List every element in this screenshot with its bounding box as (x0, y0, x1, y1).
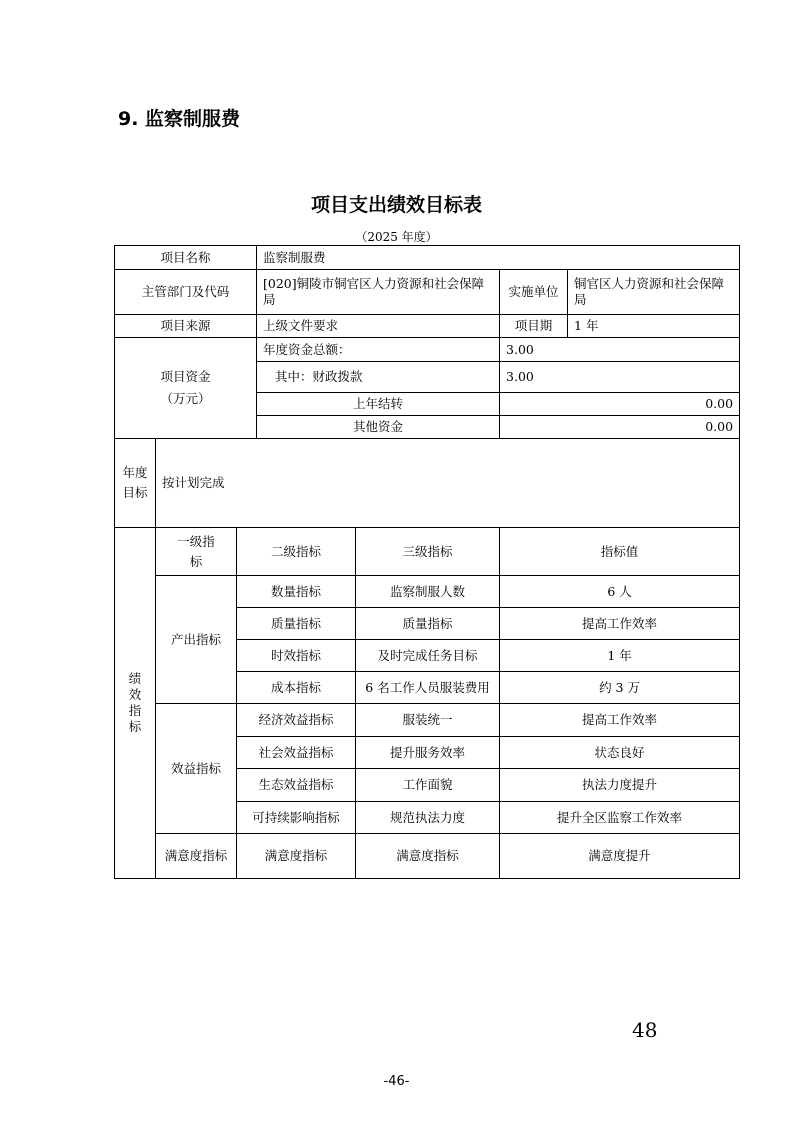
table-row (115, 576, 740, 608)
satisfaction-level1: 满意度指标 (156, 834, 237, 879)
benefit-level3: 服装统一 (356, 704, 500, 737)
output-value: 约 3 万 (500, 672, 740, 704)
annual-goal-value: 按计划完成 (156, 439, 740, 528)
period-value: 1 年 (568, 315, 740, 338)
source-value: 上级文件要求 (257, 315, 500, 338)
output-group-label: 产出指标 (156, 576, 237, 704)
benefit-level3: 提升服务效率 (356, 737, 500, 769)
project-name-value: 监察制服费 (257, 246, 740, 270)
benefit-level3: 规范执法力度 (356, 802, 500, 834)
table-title: 项目支出绩效目标表 (310, 194, 482, 216)
benefit-level2: 经济效益指标 (237, 704, 356, 737)
output-level3: 及时完成任务目标 (356, 640, 500, 672)
indicators-label: 绩效指标 (115, 528, 156, 879)
row-annual-goal (115, 439, 740, 528)
satisfaction-level3: 满意度指标 (356, 834, 500, 879)
output-level2: 时效指标 (237, 640, 356, 672)
output-level2: 数量指标 (237, 576, 356, 608)
impl-unit-value: 铜官区人力资源和社会保障局 (568, 270, 740, 315)
benefit-level2: 可持续影响指标 (237, 802, 356, 834)
output-value: 1 年 (500, 640, 740, 672)
header-level1: 一级指标 (156, 528, 237, 576)
performance-table (114, 245, 740, 879)
benefit-value: 提高工作效率 (500, 704, 740, 737)
funds-label-line2: （万元） (160, 391, 211, 406)
output-value: 6 人 (500, 576, 740, 608)
header-level2: 二级指标 (237, 528, 356, 576)
funds-fiscal-label: 其中：财政拨款 (257, 362, 500, 393)
page-number: 48 (632, 1018, 658, 1042)
period-label: 项目期 (500, 315, 568, 338)
row-funds-total (115, 338, 740, 362)
benefit-level2: 生态效益指标 (237, 769, 356, 802)
output-level3: 监察制服人数 (356, 576, 500, 608)
header-level3: 三级指标 (356, 528, 500, 576)
benefit-value: 状态良好 (500, 737, 740, 769)
row-department (115, 270, 740, 315)
row-satisfaction (115, 834, 740, 879)
output-value: 提高工作效率 (500, 608, 740, 640)
table-year: （2025 年度） (355, 230, 438, 244)
satisfaction-level2: 满意度指标 (237, 834, 356, 879)
table-row (115, 704, 740, 737)
benefit-value: 执法力度提升 (500, 769, 740, 802)
source-label: 项目来源 (115, 315, 257, 338)
benefit-group-label: 效益指标 (156, 704, 237, 834)
output-level3: 质量指标 (356, 608, 500, 640)
funds-total-label: 年度资金总额： (257, 338, 500, 362)
funds-total-value: 3.00 (500, 338, 740, 362)
funds-carryover-label: 上年结转 (257, 393, 500, 416)
benefit-value: 提升全区监察工作效率 (500, 802, 740, 834)
funds-label (115, 338, 257, 439)
output-level2: 成本指标 (237, 672, 356, 704)
output-level2: 质量指标 (237, 608, 356, 640)
header-value: 指标值 (500, 528, 740, 576)
impl-unit-label: 实施单位 (500, 270, 568, 315)
benefit-level3: 工作面貌 (356, 769, 500, 802)
annual-goal-label: 年度目标 (115, 439, 156, 528)
funds-carryover-value: 0.00 (500, 393, 740, 416)
funds-other-value: 0.00 (500, 416, 740, 439)
benefit-level2: 社会效益指标 (237, 737, 356, 769)
project-name-label: 项目名称 (115, 246, 257, 270)
dept-value: [020]铜陵市铜官区人力资源和社会保障局 (257, 270, 500, 315)
satisfaction-value: 满意度提升 (500, 834, 740, 879)
funds-other-label: 其他资金 (257, 416, 500, 439)
output-level3: 6 名工作人员服装费用 (356, 672, 500, 704)
row-source (115, 315, 740, 338)
footer-page-number: -46- (383, 1074, 410, 1089)
dept-label: 主管部门及代码 (115, 270, 257, 315)
section-title: 9. 监察制服费 (118, 108, 241, 130)
funds-fiscal-value: 3.00 (500, 362, 740, 393)
row-project-name (115, 246, 740, 270)
funds-label-line1: 项目资金 (160, 369, 211, 384)
row-indicator-header (115, 528, 740, 576)
